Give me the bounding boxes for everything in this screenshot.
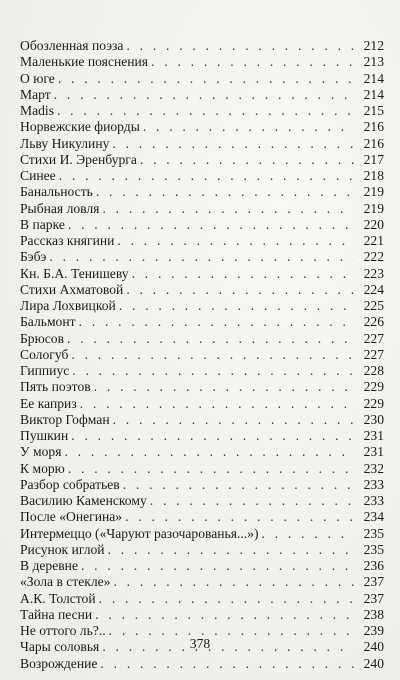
dot-leader <box>72 363 354 379</box>
dot-leader <box>150 493 354 509</box>
toc-entry-page: 219 <box>363 184 384 200</box>
toc-entry-title: Madis <box>20 103 54 118</box>
toc-entry-page: 234 <box>363 509 384 525</box>
toc-entry-page: 237 <box>363 590 384 606</box>
toc-entry-title: У моря <box>20 444 62 460</box>
toc-entry <box>20 526 384 542</box>
toc-entry-page: 229 <box>363 379 384 395</box>
toc-entry-title: Кн. Б.А. Тенишеву <box>20 265 129 281</box>
dot-leader <box>67 331 354 347</box>
dot-leader <box>58 71 354 87</box>
dot-leader <box>79 314 354 330</box>
dot-leader <box>80 396 354 412</box>
toc-entry-title: Стихи Ахматовой <box>20 281 124 297</box>
toc-entry-page: 240 <box>363 639 384 655</box>
dot-leader <box>140 152 354 168</box>
toc-entry <box>20 201 384 217</box>
toc-entry <box>20 396 384 412</box>
toc-entry <box>20 38 384 54</box>
toc-entry <box>20 87 384 103</box>
toc-entry-page: 213 <box>363 54 384 70</box>
toc-entry <box>20 558 384 574</box>
toc-entry-title: Рассказ княгини <box>20 233 115 248</box>
toc-entry <box>20 493 384 509</box>
toc-entry <box>20 428 384 444</box>
toc-entry-title: Рыбная ловля <box>20 200 100 216</box>
dot-leader <box>68 217 354 233</box>
toc-entry-page: 223 <box>363 265 384 281</box>
toc-entry-page: 219 <box>363 200 384 216</box>
toc-entry-title: «Зола в стекле» <box>20 574 111 590</box>
toc-entry-page: 235 <box>363 525 384 541</box>
toc-entry-title: О юге <box>20 70 55 86</box>
table-of-contents <box>20 38 384 672</box>
dot-leader <box>71 347 354 363</box>
toc-entry-title: Норвежские фиорды <box>20 119 140 135</box>
toc-entry-page: 237 <box>363 574 384 590</box>
page-number: 378 <box>189 636 211 651</box>
dot-leader <box>54 87 354 103</box>
toc-entry-page: 218 <box>363 168 384 183</box>
toc-entry-page: 216 <box>363 119 384 135</box>
toc-entry-page: 212 <box>363 38 384 53</box>
toc-entry-title: Март <box>20 86 51 102</box>
toc-entry-title: Чары соловья <box>20 639 100 655</box>
dot-leader <box>119 298 354 314</box>
toc-entry-page: 226 <box>363 314 384 330</box>
toc-entry-page: 239 <box>363 623 384 638</box>
dot-leader <box>81 558 354 574</box>
dot-leader <box>64 444 354 460</box>
toc-entry-title: Брюсов <box>20 330 65 346</box>
toc-entry-page: 232 <box>363 460 384 476</box>
toc-entry <box>20 477 384 493</box>
toc-entry-title: Гиппиус <box>20 363 70 378</box>
toc-entry-page: 215 <box>363 103 384 118</box>
toc-entry <box>20 184 384 200</box>
toc-entry-title: Рисунок иглой <box>20 541 105 557</box>
dot-leader <box>125 509 354 525</box>
toc-entry <box>20 574 384 590</box>
toc-entry-title: Синее <box>20 168 56 183</box>
toc-entry <box>20 444 384 460</box>
dot-leader <box>123 477 354 493</box>
toc-entry-page: 221 <box>363 233 384 248</box>
toc-entry-title: Лира Лохвицкой <box>20 298 116 313</box>
toc-entry <box>20 168 384 184</box>
dot-leader <box>117 233 354 249</box>
dot-leader <box>126 282 354 298</box>
toc-entry-title: Стихи И. Эренбурга <box>20 151 137 167</box>
toc-entry <box>20 412 384 428</box>
toc-entry-page: 228 <box>363 363 384 378</box>
toc-entry <box>20 314 384 330</box>
toc-entry-title: Возрождение <box>20 655 98 671</box>
toc-entry <box>20 379 384 395</box>
toc-entry-title: Виктор Гофман <box>20 411 110 427</box>
toc-entry-title: Обозленная поэза <box>20 38 124 53</box>
toc-entry-title: Интермеццо («Чаруют разочарованья...») <box>20 525 259 541</box>
toc-entry <box>20 152 384 168</box>
dot-leader <box>99 591 354 607</box>
dot-leader <box>94 379 354 395</box>
toc-entry-title: Маленькие пояснения <box>20 54 149 70</box>
toc-entry-page: 216 <box>363 135 384 151</box>
toc-entry <box>20 233 384 249</box>
dot-leader <box>126 38 354 54</box>
toc-entry-title: В парке <box>20 216 65 232</box>
dot-leader <box>262 526 354 542</box>
toc-entry <box>20 461 384 477</box>
toc-entry <box>20 656 384 672</box>
dot-leader <box>113 412 354 428</box>
toc-entry-page: 217 <box>363 151 384 167</box>
toc-entry-page: 222 <box>363 249 384 265</box>
toc-entry-title: После «Онегина» <box>20 509 123 525</box>
toc-entry-page: 214 <box>363 70 384 86</box>
dot-leader <box>143 119 354 135</box>
toc-entry <box>20 217 384 233</box>
toc-entry-title: Сологуб <box>20 346 69 362</box>
toc-entry-title: Льву Никулину <box>20 135 110 151</box>
toc-entry <box>20 347 384 363</box>
dot-leader <box>132 266 354 282</box>
toc-entry-title: А.К. Толстой <box>20 590 96 606</box>
toc-entry-page: 233 <box>363 476 384 492</box>
toc-entry-title: Ее каприз <box>20 395 77 411</box>
toc-entry-page: 231 <box>363 444 384 460</box>
toc-entry <box>20 282 384 298</box>
toc-entry <box>20 249 384 265</box>
toc-entry <box>20 363 384 379</box>
dot-leader <box>113 574 354 590</box>
toc-entry <box>20 266 384 282</box>
toc-entry-title: Не оттого ль?.. <box>20 623 106 638</box>
toc-entry-page: 236 <box>363 558 384 573</box>
dot-leader <box>49 249 354 265</box>
toc-entry-title: Бэбэ <box>20 249 47 265</box>
toc-entry-title: К морю <box>20 460 65 476</box>
toc-entry-page: 214 <box>363 86 384 102</box>
toc-entry <box>20 591 384 607</box>
toc-entry-page: 224 <box>363 281 384 297</box>
dot-leader <box>95 607 354 623</box>
dot-leader <box>68 461 354 477</box>
toc-entry-page: 220 <box>363 216 384 232</box>
dot-leader <box>102 201 354 217</box>
toc-entry-title: Тайна песни <box>20 606 93 622</box>
toc-entry <box>20 103 384 119</box>
dot-leader <box>112 136 354 152</box>
toc-entry-page: 238 <box>363 606 384 622</box>
dot-leader <box>108 542 354 558</box>
toc-entry <box>20 71 384 87</box>
toc-entry-page: 227 <box>363 330 384 346</box>
toc-entry <box>20 607 384 623</box>
toc-entry <box>20 298 384 314</box>
toc-entry-page: 230 <box>363 411 384 427</box>
dot-leader <box>71 428 354 444</box>
toc-entry-page: 231 <box>363 428 384 443</box>
toc-entry <box>20 331 384 347</box>
toc-entry-title: Разбор собратьев <box>20 476 120 492</box>
dot-leader <box>151 54 354 70</box>
toc-entry-title: Пушкин <box>20 428 69 443</box>
toc-entry-page: 229 <box>363 395 384 411</box>
dot-leader <box>100 656 354 672</box>
toc-entry <box>20 509 384 525</box>
toc-entry-title: Банальность <box>20 184 93 200</box>
toc-entry-title: Василию Каменскому <box>20 493 147 508</box>
toc-entry <box>20 542 384 558</box>
toc-entry-title: Бальмонт <box>20 314 76 330</box>
dot-leader <box>59 168 354 184</box>
dot-leader <box>57 103 354 119</box>
toc-entry-page: 227 <box>363 346 384 362</box>
toc-entry <box>20 119 384 135</box>
toc-entry-page: 235 <box>363 541 384 557</box>
toc-entry-page: 233 <box>363 493 384 508</box>
dot-leader <box>96 184 354 200</box>
toc-entry-page: 225 <box>363 298 384 313</box>
toc-entry-title: Пять поэтов <box>20 379 91 395</box>
toc-entry <box>20 136 384 152</box>
toc-entry <box>20 54 384 70</box>
toc-entry-title: В деревне <box>20 558 78 573</box>
toc-entry-page: 240 <box>363 655 384 671</box>
